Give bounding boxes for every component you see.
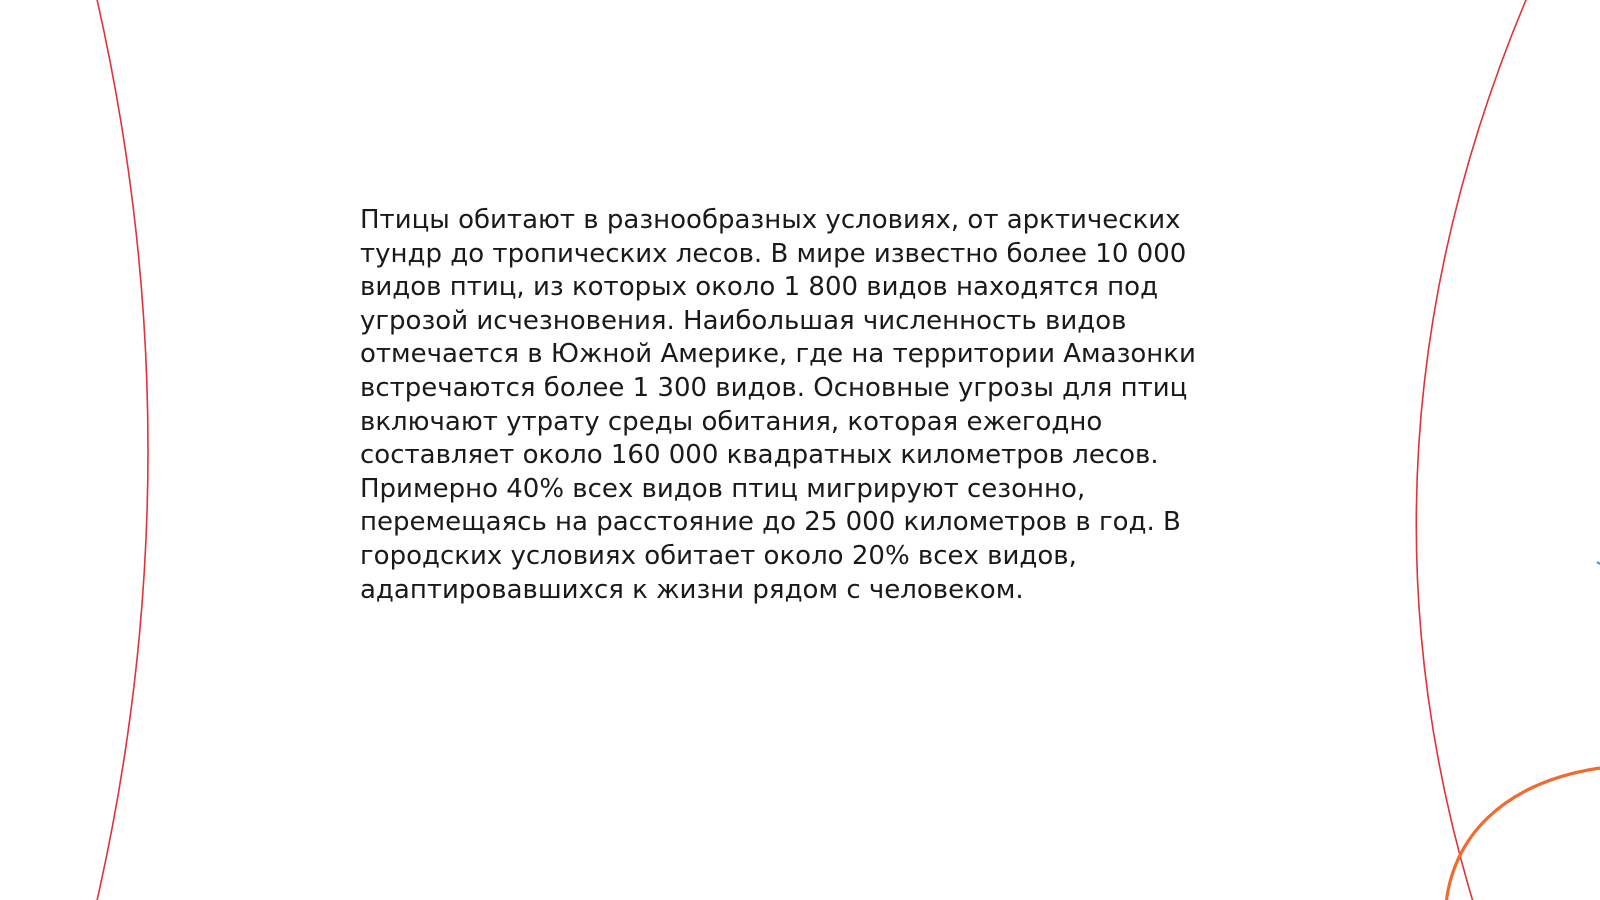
left-frame-curve [96, 0, 148, 900]
slide-body-text: Птицы обитают в разнообразных условиях, от арктических тундр до тропических лесов. В мире известно более 10 000 видов птиц, из которых около 1 800 видов находятся под угрозой исчезновения. Наибольшая численность видов отмечается в Южной Америке, где на территории Амазонки встречаются более 1 300 видов. Основные угрозы для птиц включают утрату среды обитания, которая ежегодно составляет около 160 000 квадратных километров лесов. Примерно 40% всех видов птиц мигрируют сезонно, перемещаясь на расстояние до 25 000 километров в год. В городских условиях обитает около 20% всех видов, адаптировавшихся к жизни рядом с человеком. [360, 205, 1196, 605]
bottom-right-orange-arc [1446, 768, 1600, 900]
right-frame-curve [1416, 0, 1528, 900]
